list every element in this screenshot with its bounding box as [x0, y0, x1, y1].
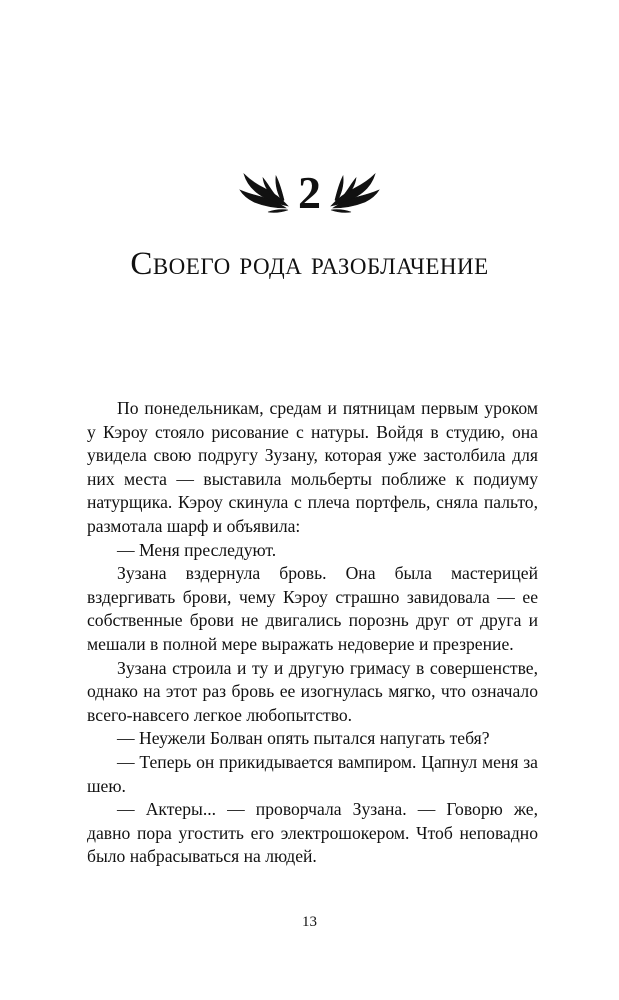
paragraph-1: По понедельникам, средам и пятницам первым уроком у Кэроу стояло рисование с натуры. Войдя в студию, она увидела свою подругу Зузану, которая уже застолбила для них места — выставила мольберты поближе к подиуму натурщика. Кэроу скинула с плеча портфель, сняла пальто, размотала шарф и объявила: [87, 398, 538, 536]
paragraph-3: Зузана вздернула бровь. Она была мастерицей вздергивать брови, чему Кэроу страшно завидовала — ее собственные брови не двигались порознь друг от друга и мешали в полной мере выражать недоверие и презрение. [87, 563, 538, 654]
page-number: 13 [302, 914, 317, 930]
chapter-number: 2 [298, 167, 321, 218]
paragraph-6: — Теперь он прикидывается вампиром. Цапнул меня за шею. [87, 751, 538, 796]
paragraph-7: — Актеры... — проворчала Зузана. — Говорю же, давно пора угостить его электрошокером. Чтоб неповадно было набрасываться на людей. [87, 799, 538, 867]
paragraph-5: — Неужели Болван опять пытался напугать тебя? [117, 728, 490, 749]
left-leaf-ornament-icon [238, 172, 290, 214]
chapter-heading [0, 167, 619, 218]
paragraph-4: Зузана строила и ту и другую гримасу в совершенстве, однако на этот раз бровь ее изогнулась мягко, что означало всего-навсего легкое любопытство. [87, 657, 538, 725]
chapter-body [87, 397, 538, 869]
right-leaf-ornament-icon [329, 172, 381, 214]
paragraph-2: — Меня преследуют. [117, 539, 277, 560]
chapter-title: Своего рода разоблачение [130, 246, 489, 282]
